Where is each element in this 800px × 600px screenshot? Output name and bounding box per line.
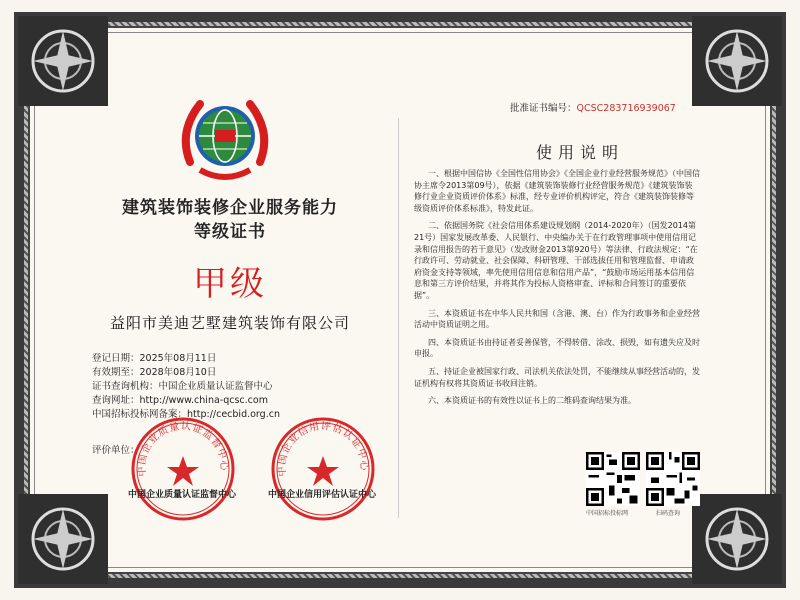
qr2-caption: 扫码查询 bbox=[656, 510, 681, 517]
column-divider bbox=[398, 118, 399, 518]
title-line-2: 等级证书 bbox=[194, 222, 266, 242]
globe-laurel-emblem-icon bbox=[170, 92, 280, 184]
corner-ornament-bottom-right bbox=[692, 494, 782, 584]
usage-item-5: 五、持证企业被国家行政、司法机关依法处罚，不能继续从事经营活动的，发证机构有权将其资质证书收回注销。 bbox=[414, 366, 700, 388]
certificate-number-label: 批准证书编号： bbox=[510, 103, 577, 114]
seal2-caption: 中国企业信用评估认证中心 bbox=[268, 490, 377, 500]
corner-ornament-bottom-left bbox=[18, 494, 108, 584]
certificate-title bbox=[90, 196, 370, 244]
usage-item-2: 二、依据国务院《社会信用体系建设规划纲（2014-2020年）（国发2014第21号）国家发展改革委、人民银行、中央编办关于在行政管理事项中使用信用记录和信用报告的若干意见》（发改财金2013第920号）等法律、行政法规定：“在行政许可、劳动就业、社会保障、科研管理、干部选拔任用和管理监督、申请政府资金支持等领域，率先使用信用信息和信用产品”，“鼓励市场运用基本信用信息和第三方评价结果，并将其作为投标人资格审查、评标和合同签订的重要依据”。 bbox=[414, 221, 698, 300]
company-name: 益阳市美迪艺墅建筑装饰有限公司 bbox=[109, 314, 350, 332]
usage-item-1: 一、根据中国信协《全国性信用协会》《全国企业行业经营服务规范》（中国信协主席令2013第09号），依据《建筑装饰装修行业经营服务规范》《建筑装饰装修行业企业资质评价体系》标准，经专业评价机构评定，符合《建筑装饰装修等级资质评价体系标准》，特发此证。 bbox=[414, 169, 700, 213]
quality-certification-seal-icon bbox=[124, 410, 242, 528]
usage-item-3: 三、本资质证书在中华人民共和国（含港、澳、台）作为行政事务和企业经营活动中资质证明之用。 bbox=[414, 308, 700, 330]
usage-instructions bbox=[414, 168, 700, 413]
corner-ornament-top-left bbox=[18, 16, 108, 106]
registration-date: 登记日期：2025年08月11日 bbox=[92, 353, 217, 364]
credit-evaluation-seal-icon bbox=[264, 410, 382, 528]
grade-level: 甲级 bbox=[193, 264, 267, 304]
qr-code-bidding-icon[interactable] bbox=[586, 452, 640, 506]
usage-item-6: 六、本资质证书的有效性以证书上的二维码查询结果为准。 bbox=[428, 396, 636, 406]
certificate-number-value: QCSC283716939067 bbox=[576, 103, 676, 114]
evaluator-label: 评价单位： bbox=[92, 445, 140, 456]
title-line-1: 建筑装饰装修企业服务能力 bbox=[122, 198, 338, 218]
qr1-caption: 中国招标投标网 bbox=[586, 510, 629, 517]
seal1-caption: 中国企业质量认证监督中心 bbox=[128, 490, 237, 500]
corner-ornament-top-right bbox=[692, 16, 782, 106]
bidding-registration: 中国招标投标网备案：http://cecbid.org.cn bbox=[92, 409, 280, 420]
usage-instructions-title: 使用说明 bbox=[535, 143, 624, 162]
qr-code-verify-icon[interactable] bbox=[646, 452, 700, 506]
seal2-ring-text: 中国企业信用评估认证中心 bbox=[276, 421, 370, 477]
query-website: 查询网址：http://www.china-qcsc.com bbox=[92, 395, 268, 406]
expiry-date: 有效期至：2028年08月10日 bbox=[92, 367, 217, 378]
certificate-number bbox=[510, 100, 676, 114]
query-organization: 证书查询机构：中国企业质量认证监督中心 bbox=[92, 381, 273, 392]
seal1-ring-text: 中国企业质量认证监督中心 bbox=[136, 421, 230, 477]
usage-item-4: 四、本资质证书由持证者妥善保管，不得转借、涂改、损毁，如有遗失应及时申报。 bbox=[414, 337, 700, 359]
